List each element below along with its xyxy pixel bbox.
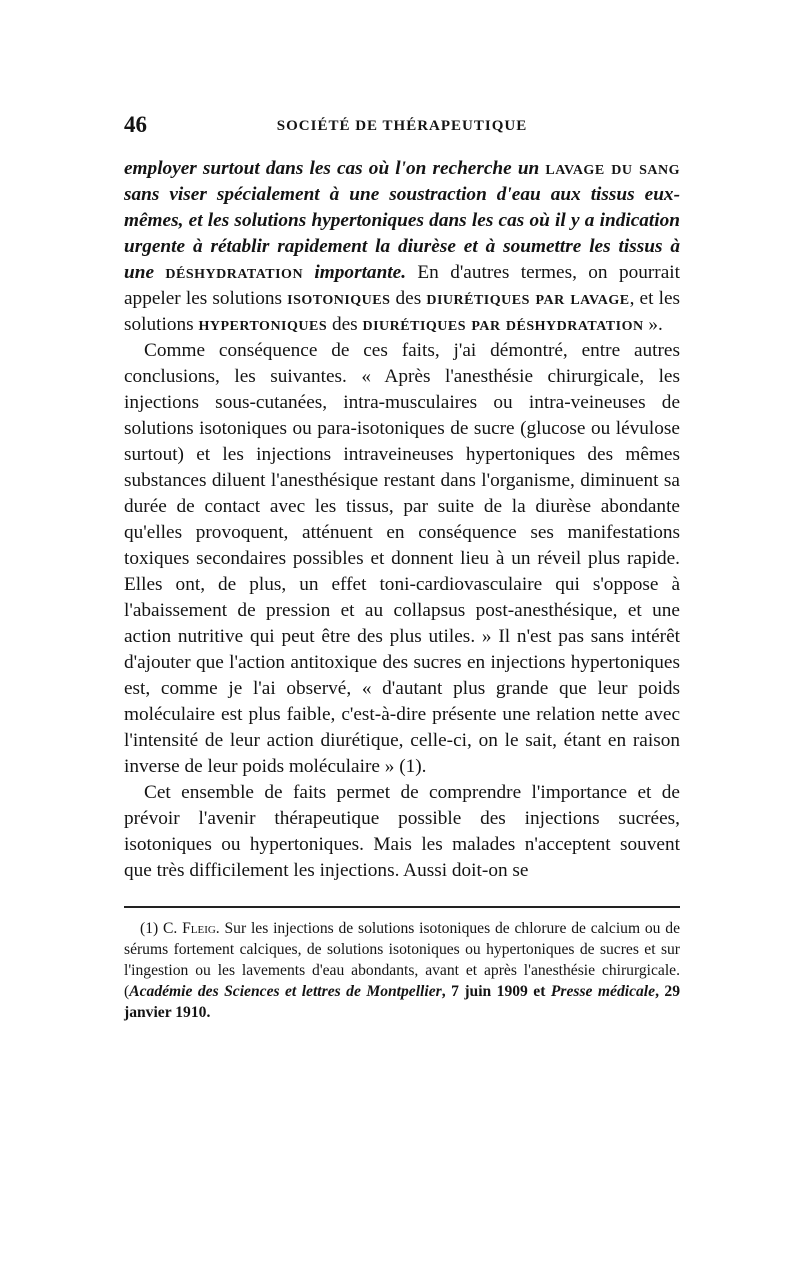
footnote-author: C. Fleig. [162,920,220,937]
footnote-divider [124,906,680,908]
p1-span-7: isotoniques [287,288,391,309]
p1-span-11: hypertoniques [198,314,328,335]
footnote-text: Sur les injections de solutions isotoniques de chlorure de calcium ou de sérums fortement calciques, de solutions isotoniques ou hypertoniques de sucres et sur l'ingestion ou les lavements d'eau abondants, avant et après l'anesthésie chirurgicale. ( [124,920,680,1000]
p1-span-9: diurétiques par lavage [426,288,630,309]
footnote-marker: (1) [140,920,163,937]
p1-span-1: employer surtout dans les cas où l'on recherche un [124,158,546,179]
footnote-journal-1: Académie des Sciences et lettres de Montpellier [129,983,442,1000]
paragraph-1 [124,156,680,338]
body-text [124,156,680,884]
footnote-journal-2: Presse médicale [550,983,656,1000]
paragraph-3: Cet ensemble de faits permet de comprendre l'importance et de prévoir l'avenir thérapeutique possible des injections sucrées, isotoniques ou hypertoniques. Mais les malades n'acceptent souvent que très difficilement les injections. Aussi doit-on se [124,782,680,881]
p1-span-6: En d'autres termes, on pourrait appeler les solutions [124,262,680,309]
p1-span-13: diurétiques par déshydratation [362,314,644,335]
p1-span-3: sans viser spécialement à une soustraction d'eau aux tissus eux-mêmes, et les solutions hypertoniques dans les cas où il y a indication urgente à rétablir rapidement la diurèse et à soumettre les tissus à une [124,184,680,283]
p1-span-2: lavage du sang [545,158,680,179]
p1-span-4: déshydratation [165,262,304,283]
footnote [124,918,680,1023]
p1-span-8: des [390,288,427,309]
p1-span-5: importante. [303,262,407,283]
paragraph-2: Comme conséquence de ces faits, j'ai démontré, entre autres conclusions, les suivantes. « Après l'anesthésie chirurgicale, les injections sous-cutanées, intra-musculaires ou intra-veineuses de solutions isotoniques ou para-isotoniques de sucre (glucose ou lévulose surtout) et les injections intraveineuses hypertoniques des mêmes substances diluent l'anesthésique restant dans l'organisme, diminuent sa durée de contact avec les tissus, par suite de la diurèse abondante qu'elles provoquent, atténuent en conséquence ses manifestations toxiques secondaires possibles et donnent lieu à un réveil plus rapide. Elles ont, de plus, un effet toni-cardiovasculaire qui s'oppose à l'abaissement de pression et au collapsus post-anesthésique, et une action nutritive qui peut être des plus utiles. » Il n'est pas sans intérêt d'ajouter que l'action antitoxique des sucres en injections hypertoniques est, comme je l'ai observé, « d'autant plus grande que leur poids moléculaire est plus faible, c'est-à-dire présente une relation nette avec l'intensité de leur action diurétique, celle-ci, on le sait, étant en raison inverse de leur poids moléculaire » (1). [124,340,680,777]
p1-span-14: ». [643,314,663,335]
p1-span-10: , et les solutions [124,288,680,335]
page-number: 46 [124,112,147,137]
book-page [124,112,680,1023]
p1-span-12: des [327,314,363,335]
footnote-date-1: , 7 juin 1909 et [441,983,551,1000]
running-head [124,112,680,142]
footnote-date-2: , 29 janvier 1910. [124,983,681,1021]
running-title: SOCIÉTÉ DE THÉRAPEUTIQUE [276,118,528,134]
